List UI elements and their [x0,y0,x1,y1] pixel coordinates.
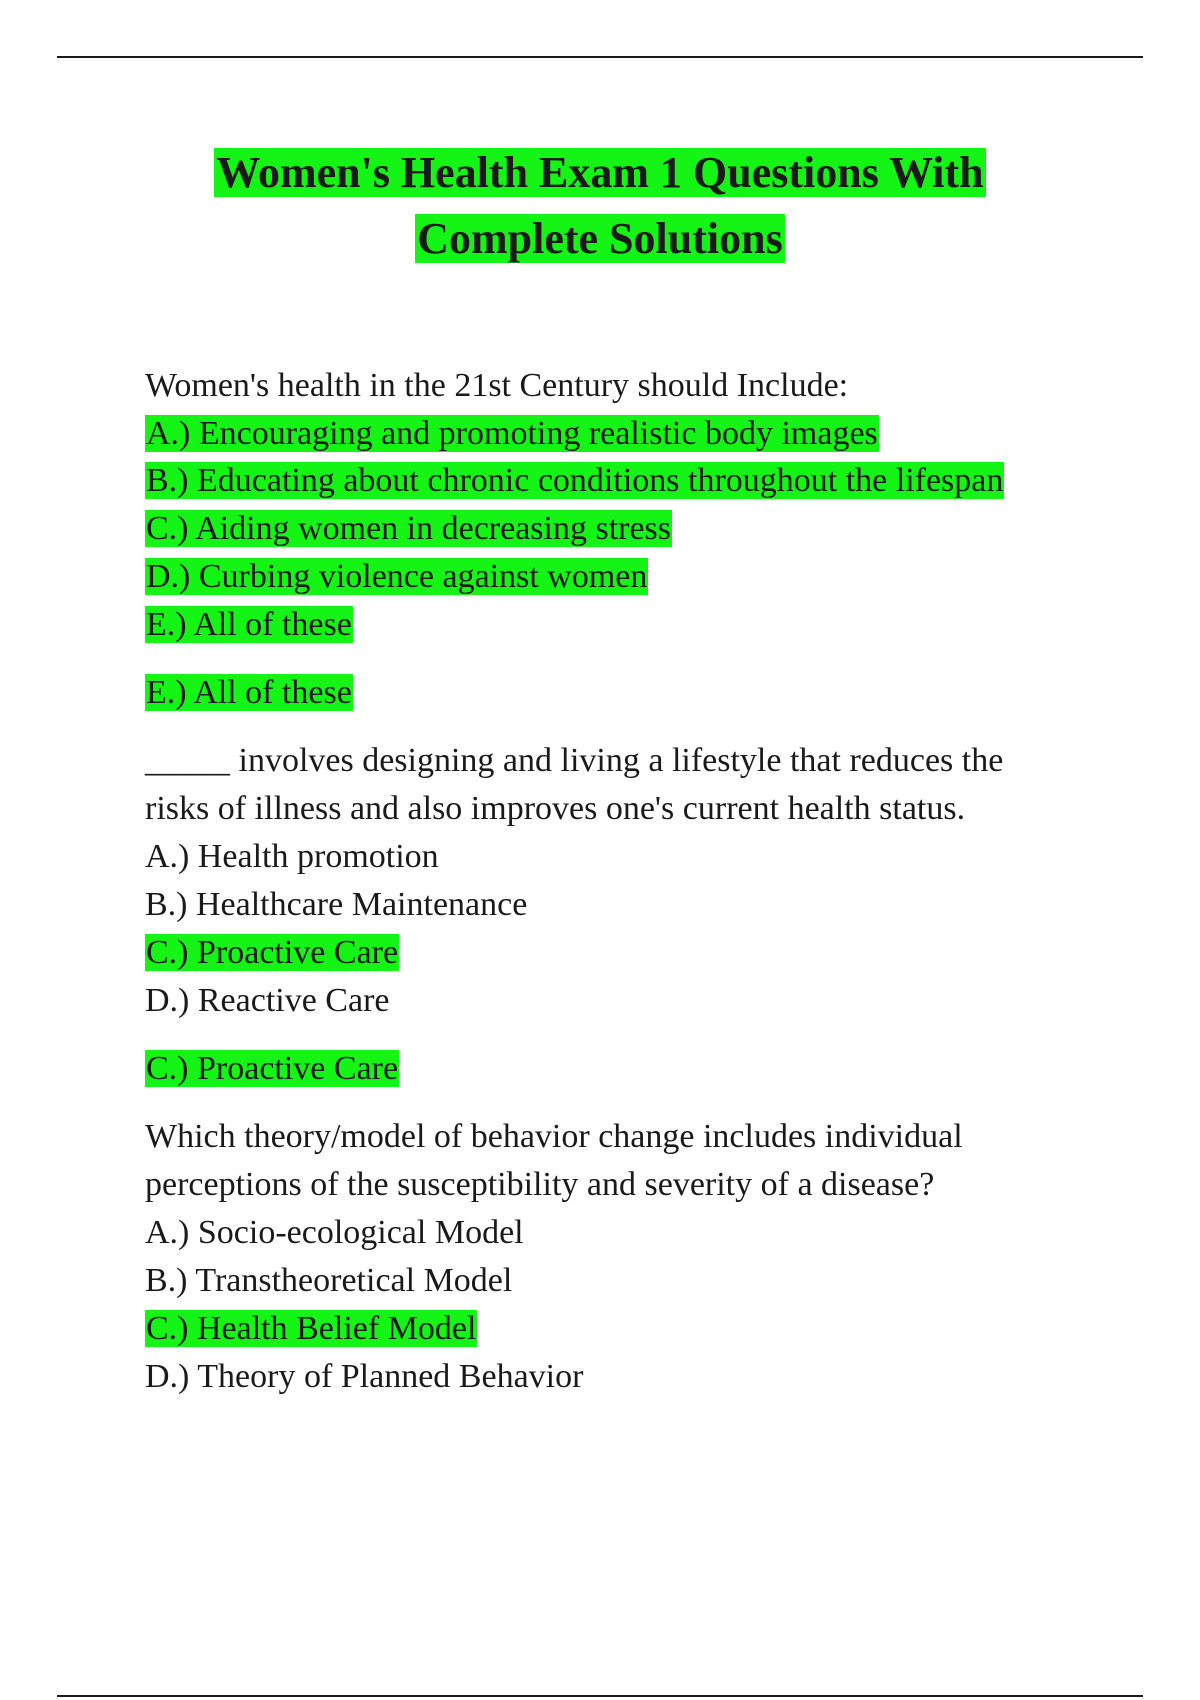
answer-line: C.) Proactive Care [146,1050,399,1087]
option-item: D.) Curbing violence against women [146,558,648,595]
title-line-2: Complete Solutions [417,214,783,263]
option-item: C.) Proactive Care [146,934,399,971]
option-item: B.) Healthcare Maintenance [145,886,528,923]
document-body [145,362,1065,1401]
question-prompt: Women's health in the 21st Century should Include: [145,367,849,404]
question-block [145,362,1065,717]
question-prompt: Which theory/model of behavior change includes individual perceptions of the susceptibility and severity of a disease? [145,1118,963,1203]
option-item: E.) All of these [146,606,352,643]
option-item: B.) Transtheoretical Model [145,1262,513,1299]
option-item: D.) Theory of Planned Behavior [145,1358,584,1395]
title-line-1: Women's Health Exam 1 Questions With [216,148,984,197]
option-item: C.) Health Belief Model [146,1310,477,1347]
bottom-rule [57,1695,1143,1697]
option-item: B.) Educating about chronic conditions throughout the lifespan [146,462,1004,499]
option-item: A.) Health promotion [145,838,439,875]
option-item: A.) Socio-ecological Model [145,1214,524,1251]
option-item: A.) Encouraging and promoting realistic body images [146,415,878,452]
top-rule [57,56,1143,58]
answer-line: E.) All of these [146,674,352,711]
question-block [145,737,1065,1093]
option-item: D.) Reactive Care [145,982,390,1019]
option-item: C.) Aiding women in decreasing stress [146,510,672,547]
question-prompt: _____ involves designing and living a lifestyle that reduces the risks of illness and also improves one's current health status. [145,742,1004,827]
question-block [145,1113,1065,1401]
document-title [0,140,1200,272]
